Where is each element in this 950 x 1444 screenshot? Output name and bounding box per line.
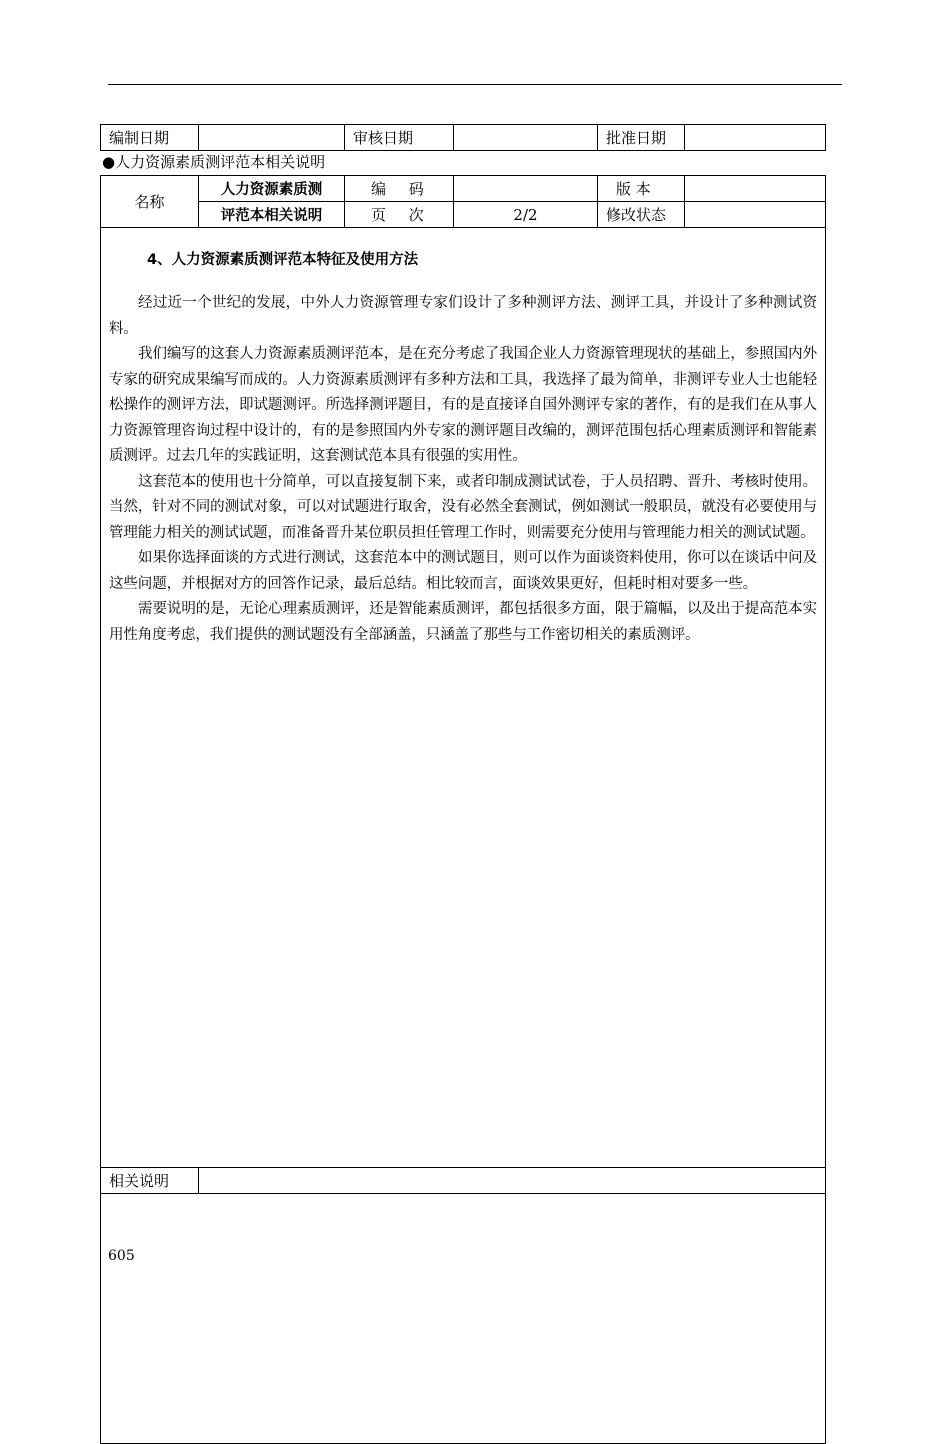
- content-paragraph: 我们编写的这套人力资源素质测评范本，是在充分考虑了我国企业人力资源管理现状的基础上，参照国内外专家的研究成果编写而成的。人力资源素质测评有多种方法和工具，我选择了最为简单，非测评专业人士也能轻松操作的测评方法，即试题测评。所选择测评题目，有的是直接译自国外测评专家的著作，有的是我们在从事人力资源管理咨询过程中设计的，有的是参照国内外专家的测评题目改编的，测评范围包括心理素质测评和智能素质测评。过去几年的实践证明，这套测试范本具有很强的实用性。: [109, 346, 817, 464]
- revision-label: 修改状态: [598, 202, 685, 228]
- content-paragraph: 这套范本的使用也十分简单，可以直接复制下来，或者印制成测试试卷，于人员招聘、晋升、考核时使用。当然，针对不同的测试对象，可以对试题进行取舍，没有必然全套测试，例如测试一般职员，就没有必要使用与管理能力相关的测试试题，而准备晋升某位职员担任管理工作时，则需要充分使用与管理能力相关的测试试题。: [109, 473, 817, 541]
- revision-value[interactable]: [685, 202, 826, 228]
- content-area: [101, 228, 826, 1444]
- related-notes-label: 相关说明: [101, 1168, 199, 1194]
- content-paragraph: 如果你选择面谈的方式进行测试，这套范本中的测试题目，则可以作为面谈资料使用，你可以在谈话中问及这些问题，并根据对方的回答作记录，最后总结。相比较而言，面谈效果更好，但耗时相对要多一些。: [109, 550, 817, 592]
- approve-date-label: 批准日期: [598, 125, 685, 151]
- page-label: 页 次: [345, 202, 454, 228]
- page-number: 605: [108, 1248, 135, 1264]
- name-value-line2: 评范本相关说明: [199, 202, 345, 228]
- compile-date-value[interactable]: [199, 125, 345, 151]
- review-date-value[interactable]: [454, 125, 598, 151]
- version-label: 版 本: [598, 176, 685, 202]
- header-rule: [108, 84, 842, 85]
- page-value: 2/2: [454, 202, 598, 228]
- review-date-label: 审核日期: [345, 125, 454, 151]
- section-note: ●人力资源素质测评范本相关说明: [102, 153, 326, 171]
- related-notes-table: [100, 1167, 826, 1194]
- document-table: [100, 175, 826, 1444]
- approval-table: [100, 124, 826, 151]
- related-notes-value[interactable]: [199, 1168, 826, 1194]
- name-value-line1: 人力资源素质测: [199, 176, 345, 202]
- content-paragraph: 经过近一个世纪的发展，中外人力资源管理专家们设计了多种测评方法、测评工具，并设计了多种测试资料。: [109, 295, 817, 337]
- name-label: 名称: [101, 176, 199, 228]
- approve-date-value[interactable]: [685, 125, 826, 151]
- compile-date-label: 编制日期: [101, 125, 199, 151]
- code-label: 编 码: [345, 176, 454, 202]
- content-paragraph: 需要说明的是，无论心理素质测评，还是智能素质测评，都包括很多方面，限于篇幅，以及出于提高范本实用性角度考虑，我们提供的测试题没有全部涵盖，只涵盖了那些与工作密切相关的素质测评。: [109, 601, 817, 643]
- version-value[interactable]: [685, 176, 826, 202]
- code-value[interactable]: [454, 176, 598, 202]
- content-heading: 4、人力资源素质测评范本特征及使用方法: [147, 252, 419, 268]
